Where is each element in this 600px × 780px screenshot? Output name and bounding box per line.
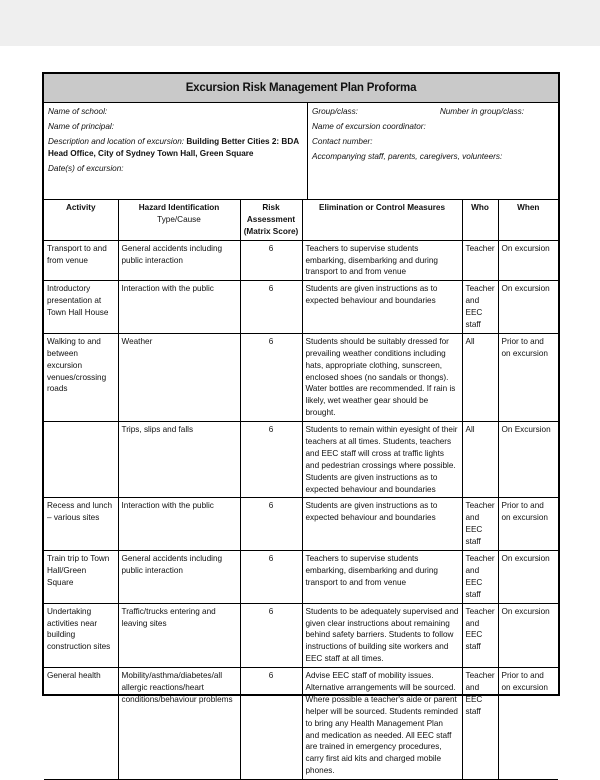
activity-cell: Train trip to Town Hall/Green Square bbox=[44, 551, 118, 604]
risk-cell: 6 bbox=[240, 240, 302, 281]
col-measures: Elimination or Control Measures bbox=[302, 200, 462, 240]
col-when: When bbox=[498, 200, 558, 240]
who-cell: Teacher and EEC staff bbox=[462, 281, 498, 334]
who-cell: Teacher and EEC staff bbox=[462, 668, 498, 780]
excursion-info bbox=[44, 103, 558, 200]
coordinator-label: Name of excursion coordinator: bbox=[312, 121, 426, 131]
hazard-cell: Trips, slips and falls bbox=[118, 422, 240, 498]
activity-cell: Recess and lunch – various sites bbox=[44, 498, 118, 551]
when-cell: Prior to and on excursion bbox=[498, 498, 558, 551]
top-bar bbox=[0, 0, 600, 46]
description-field bbox=[48, 136, 303, 160]
who-cell: Teacher and EEC staff bbox=[462, 498, 498, 551]
accompanying-label: Accompanying staff, parents, caregivers, volunteers: bbox=[312, 151, 503, 161]
when-cell: On excursion bbox=[498, 603, 558, 667]
who-cell: All bbox=[462, 422, 498, 498]
info-left bbox=[44, 103, 308, 199]
who-cell: Teacher and EEC staff bbox=[462, 551, 498, 604]
principal-label: Name of principal: bbox=[48, 121, 114, 131]
table-row bbox=[44, 281, 558, 334]
document-title: Excursion Risk Management Plan Proforma bbox=[44, 74, 558, 103]
col-activity: Activity bbox=[44, 200, 118, 240]
hazard-cell: Interaction with the public bbox=[118, 281, 240, 334]
col-who: Who bbox=[462, 200, 498, 240]
school-label: Name of school: bbox=[48, 107, 108, 116]
measures-cell: Students to be adequately supervised and given clear instructions about remaining behind safety barriers. Students to follow instructions of building site workers and EEC staff at all times. bbox=[302, 603, 462, 667]
table-row bbox=[44, 603, 558, 667]
col-risk bbox=[240, 200, 302, 240]
table-row bbox=[44, 333, 558, 421]
risk-cell: 6 bbox=[240, 551, 302, 604]
risk-table bbox=[44, 200, 558, 780]
hazard-cell: Interaction with the public bbox=[118, 498, 240, 551]
hazard-cell: Mobility/asthma/diabetes/all allergic reactions/heart conditions/behaviour problems bbox=[118, 668, 240, 780]
table-row bbox=[44, 240, 558, 281]
when-cell: On Excursion bbox=[498, 422, 558, 498]
group-row bbox=[312, 106, 554, 118]
table-header-row bbox=[44, 200, 558, 240]
col-hazard bbox=[118, 200, 240, 240]
risk-cell: 6 bbox=[240, 281, 302, 334]
group-label: Group/class: bbox=[312, 107, 358, 116]
activity-cell: Undertaking activities near building construction sites bbox=[44, 603, 118, 667]
measures-cell: Students should be suitably dressed for prevailing weather conditions including hats, appropriate clothing, sunscreen, enclosed shoes (no sandals or thongs). Water bottles are recommended. If rain is likely, wet weather gear should be brought. bbox=[302, 333, 462, 421]
table-row bbox=[44, 551, 558, 604]
hazard-cell: Traffic/trucks entering and leaving sites bbox=[118, 603, 240, 667]
when-cell: Prior to and on excursion bbox=[498, 333, 558, 421]
measures-cell: Students are given instructions as to expected behaviour and boundaries bbox=[302, 281, 462, 334]
when-cell: On excursion bbox=[498, 281, 558, 334]
col-risk-sub: (Matrix Score) bbox=[243, 226, 299, 236]
when-cell: On excursion bbox=[498, 551, 558, 604]
measures-cell: Students are given instructions as to expected behaviour and boundaries bbox=[302, 498, 462, 551]
table-row bbox=[44, 422, 558, 498]
activity-cell: General health bbox=[44, 668, 118, 780]
info-right bbox=[308, 103, 558, 199]
activity-cell bbox=[44, 422, 118, 498]
hazard-cell: Weather bbox=[118, 333, 240, 421]
when-cell: On excursion bbox=[498, 240, 558, 281]
description-value: Building Better Cities 2: BDA Head Office, City of Sydney Town Hall, Green Square bbox=[48, 136, 299, 158]
activity-cell: Transport to and from venue bbox=[44, 240, 118, 281]
col-hazard-title: Hazard Identification bbox=[138, 203, 220, 212]
who-cell: Teacher bbox=[462, 240, 498, 281]
table-row bbox=[44, 668, 558, 780]
activity-cell: Walking to and between excursion venues/crossing roads bbox=[44, 333, 118, 421]
measures-cell: Teachers to supervise students embarking, disembarking and during transport to and from venue bbox=[302, 240, 462, 281]
description-label: Description and location of excursion: bbox=[48, 136, 185, 146]
col-risk-title: Risk Assessment bbox=[246, 203, 296, 224]
number-label: Number in group/class: bbox=[439, 107, 524, 116]
table-row bbox=[44, 498, 558, 551]
activity-cell: Introductory presentation at Town Hall House bbox=[44, 281, 118, 334]
risk-plan-document bbox=[42, 72, 560, 776]
risk-cell: 6 bbox=[240, 603, 302, 667]
dates-label: Date(s) of excursion: bbox=[48, 163, 124, 173]
risk-cell: 6 bbox=[240, 422, 302, 498]
measures-cell: Advise EEC staff of mobility issues. Alternative arrangements will be sourced. Where possible a teacher's aide or parent helper will be sourced. Students reminded to bring any Health Management Plan and medication as needed. All EEC staff are trained in emergency procedures, carry first aid kits and charged mobile phones. bbox=[302, 668, 462, 780]
risk-cell: 6 bbox=[240, 668, 302, 780]
who-cell: Teacher and EEC staff bbox=[462, 603, 498, 667]
risk-cell: 6 bbox=[240, 333, 302, 421]
who-cell: All bbox=[462, 333, 498, 421]
when-cell: Prior to and on excursion bbox=[498, 668, 558, 780]
contact-label: Contact number: bbox=[312, 136, 373, 146]
measures-cell: Students to remain within eyesight of their teachers at all times. Students, teachers and EEC staff will cross at traffic lights and pedestrian crossings where possible. Students are given instructions as to expected behaviour and boundaries bbox=[302, 422, 462, 498]
hazard-cell: General accidents including public interaction bbox=[118, 551, 240, 604]
risk-cell: 6 bbox=[240, 498, 302, 551]
measures-cell: Teachers to supervise students embarking, disembarking and during transport to and from venue bbox=[302, 551, 462, 604]
hazard-cell: General accidents including public interaction bbox=[118, 240, 240, 281]
col-hazard-sub: Type/Cause bbox=[157, 214, 201, 224]
